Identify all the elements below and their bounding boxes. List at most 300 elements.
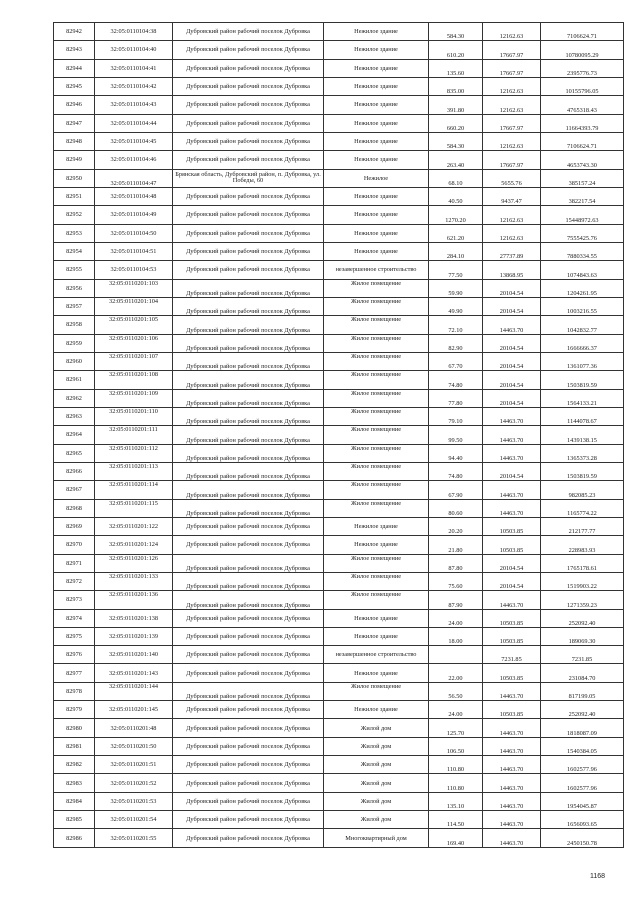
- cell-row-number: 82980: [54, 719, 95, 737]
- cell-object-type: Жилое помещение: [324, 279, 429, 297]
- cell-area-value: 24.00: [429, 701, 483, 719]
- cell-cadastral-value: 2395776.73: [541, 59, 624, 77]
- table-row: [54, 224, 624, 242]
- cell-address: Дубровский район рабочий поселок Дубровка: [173, 719, 324, 737]
- table-row: [54, 41, 624, 59]
- cell-cadastral-number: 32:05:0110201:48: [95, 719, 173, 737]
- cell-cadastral-number: 32:05:0110104:49: [95, 206, 173, 224]
- cell-row-number: 82947: [54, 114, 95, 132]
- table-row: [54, 279, 624, 297]
- cell-unit-value: 10503.85: [483, 517, 541, 535]
- cell-area-value: 114.50: [429, 811, 483, 829]
- table-row: [54, 77, 624, 95]
- cell-address: Брянская область, Дубровский район, п. Дубровка, ул. Победы, 60: [173, 169, 324, 187]
- cell-object-type: Жилое помещение: [324, 316, 429, 334]
- cell-cadastral-number: 32:05:0110104:43: [95, 96, 173, 114]
- cell-row-number: 82983: [54, 774, 95, 792]
- cell-cadastral-number: 32:05:0110201:112: [95, 444, 173, 462]
- cell-cadastral-number: 32:05:0110104:50: [95, 224, 173, 242]
- page-number: 1168: [590, 873, 606, 880]
- cell-unit-value: 17667.97: [483, 59, 541, 77]
- cell-row-number: 82962: [54, 389, 95, 407]
- cell-object-type: Жилой дом: [324, 774, 429, 792]
- table-row: [54, 627, 624, 645]
- cell-cadastral-number: 32:05:0110201:144: [95, 682, 173, 700]
- cell-cadastral-number: 32:05:0110201:126: [95, 554, 173, 572]
- cell-unit-value: 20104.54: [483, 554, 541, 572]
- cell-address: Дубровский район рабочий поселок Дубровка: [173, 151, 324, 169]
- cell-cadastral-value: 1503819.59: [541, 462, 624, 480]
- cell-area-value: 584.30: [429, 23, 483, 41]
- cell-address: Дубровский район рабочий поселок Дубровка: [173, 426, 324, 444]
- cell-object-type: Многоквартирный дом: [324, 829, 429, 847]
- cell-object-type: Нежилое здание: [324, 23, 429, 41]
- cell-area-value: 621.20: [429, 224, 483, 242]
- cell-unit-value: 7231.85: [483, 646, 541, 664]
- cell-cadastral-value: 1503819.59: [541, 371, 624, 389]
- cell-address: Дубровский район рабочий поселок Дубровка: [173, 609, 324, 627]
- cell-cadastral-value: 1439138.15: [541, 426, 624, 444]
- cell-cadastral-number: 32:05:0110201:52: [95, 774, 173, 792]
- cell-address: Дубровский район рабочий поселок Дубровка: [173, 737, 324, 755]
- cell-cadastral-number: 32:05:0110201:53: [95, 792, 173, 810]
- table-row: [54, 169, 624, 187]
- cell-row-number: 82968: [54, 499, 95, 517]
- cell-unit-value: 5655.76: [483, 169, 541, 187]
- cell-unit-value: 27737.89: [483, 242, 541, 260]
- cell-unit-value: 14463.70: [483, 316, 541, 334]
- cell-unit-value: 12162.63: [483, 224, 541, 242]
- cell-area-value: 49.90: [429, 297, 483, 315]
- cell-address: Дубровский район рабочий поселок Дубровка: [173, 261, 324, 279]
- table-row: [54, 59, 624, 77]
- cell-cadastral-value: 1818087.09: [541, 719, 624, 737]
- table-row: [54, 792, 624, 810]
- cell-unit-value: 14463.70: [483, 499, 541, 517]
- cell-cadastral-value: 1954045.87: [541, 792, 624, 810]
- cell-unit-value: 14463.70: [483, 737, 541, 755]
- cell-object-type: Жилое помещение: [324, 481, 429, 499]
- cell-cadastral-number: 32:05:0110104:48: [95, 187, 173, 205]
- cell-object-type: Жилое помещение: [324, 682, 429, 700]
- cell-unit-value: 14463.70: [483, 792, 541, 810]
- cell-unit-value: 13868.95: [483, 261, 541, 279]
- cell-unit-value: 20104.54: [483, 371, 541, 389]
- cell-cadastral-value: 189069.30: [541, 627, 624, 645]
- cell-object-type: Нежилое здание: [324, 609, 429, 627]
- cell-address: Дубровский район рабочий поселок Дубровка: [173, 114, 324, 132]
- cell-row-number: 82944: [54, 59, 95, 77]
- cell-row-number: 82974: [54, 609, 95, 627]
- cell-object-type: Нежилое здание: [324, 242, 429, 260]
- cell-address: Дубровский район рабочий поселок Дубровка: [173, 316, 324, 334]
- cell-cadastral-value: 385157.24: [541, 169, 624, 187]
- cell-object-type: Жилой дом: [324, 811, 429, 829]
- cell-row-number: 82985: [54, 811, 95, 829]
- cell-unit-value: 20104.54: [483, 334, 541, 352]
- cell-cadastral-value: 7231.85: [541, 646, 624, 664]
- cell-cadastral-number: 32:05:0110104:46: [95, 151, 173, 169]
- cell-address: Дубровский район рабочий поселок Дубровка: [173, 682, 324, 700]
- cell-row-number: 82946: [54, 96, 95, 114]
- cell-address: Дубровский район рабочий поселок Дубровка: [173, 206, 324, 224]
- cell-cadastral-number: 32:05:0110201:106: [95, 334, 173, 352]
- cell-cadastral-value: 1365373.28: [541, 444, 624, 462]
- cell-object-type: Жилое помещение: [324, 426, 429, 444]
- cell-cadastral-value: 1564133.21: [541, 389, 624, 407]
- cell-area-value: 125.70: [429, 719, 483, 737]
- cell-object-type: Жилое помещение: [324, 572, 429, 590]
- cell-cadastral-number: 32:05:0110201:122: [95, 517, 173, 535]
- cell-cadastral-number: 32:05:0110201:109: [95, 389, 173, 407]
- cell-cadastral-value: 382217.54: [541, 187, 624, 205]
- cell-address: Дубровский район рабочий поселок Дубровка: [173, 627, 324, 645]
- cell-address: Дубровский район рабочий поселок Дубровка: [173, 23, 324, 41]
- cell-cadastral-number: 32:05:0110201:108: [95, 371, 173, 389]
- cell-unit-value: 12162.63: [483, 23, 541, 41]
- cell-object-type: Жилое помещение: [324, 462, 429, 480]
- cell-address: Дубровский район рабочий поселок Дубровка: [173, 701, 324, 719]
- cell-object-type: незавершенное строительство: [324, 261, 429, 279]
- cell-cadastral-number: 32:05:0110201:140: [95, 646, 173, 664]
- table-row: [54, 206, 624, 224]
- cell-object-type: Жилое помещение: [324, 389, 429, 407]
- cell-unit-value: 14463.70: [483, 774, 541, 792]
- cell-row-number: 82952: [54, 206, 95, 224]
- cell-row-number: 82973: [54, 591, 95, 609]
- cell-unit-value: 14463.70: [483, 444, 541, 462]
- cell-unit-value: 14463.70: [483, 481, 541, 499]
- cell-cadastral-number: 32:05:0110201:110: [95, 407, 173, 425]
- table-row: [54, 554, 624, 572]
- cell-cadastral-value: 1165774.22: [541, 499, 624, 517]
- cell-address: Дубровский район рабочий поселок Дубровка: [173, 499, 324, 517]
- cell-cadastral-number: 32:05:0110201:113: [95, 462, 173, 480]
- cell-cadastral-value: 7106624.71: [541, 23, 624, 41]
- cell-address: Дубровский район рабочий поселок Дубровка: [173, 224, 324, 242]
- table-row: [54, 407, 624, 425]
- cell-row-number: 82981: [54, 737, 95, 755]
- table-row: [54, 444, 624, 462]
- cell-unit-value: 14463.70: [483, 719, 541, 737]
- cell-row-number: 82951: [54, 187, 95, 205]
- cell-unit-value: 10503.85: [483, 627, 541, 645]
- table-row: [54, 499, 624, 517]
- cell-address: Дубровский район рабочий поселок Дубровка: [173, 187, 324, 205]
- cell-object-type: незавершенное строительство: [324, 646, 429, 664]
- cell-row-number: 82961: [54, 371, 95, 389]
- cell-cadastral-number: 32:05:0110201:138: [95, 609, 173, 627]
- cell-cadastral-number: 32:05:0110104:45: [95, 132, 173, 150]
- cell-object-type: Жилое помещение: [324, 554, 429, 572]
- table-row: [54, 297, 624, 315]
- cell-area-value: 21.80: [429, 536, 483, 554]
- cell-cadastral-number: 32:05:0110201:124: [95, 536, 173, 554]
- cell-row-number: 82982: [54, 756, 95, 774]
- cell-object-type: Нежилое здание: [324, 701, 429, 719]
- table-row: [54, 316, 624, 334]
- table-row: [54, 609, 624, 627]
- cell-address: Дубровский район рабочий поселок Дубровка: [173, 664, 324, 682]
- cell-address: Дубровский район рабочий поселок Дубровка: [173, 41, 324, 59]
- table-row: [54, 701, 624, 719]
- cell-area-value: 59.90: [429, 279, 483, 297]
- cell-area-value: 75.60: [429, 572, 483, 590]
- cell-cadastral-number: 32:05:0110201:115: [95, 499, 173, 517]
- cell-address: Дубровский район рабочий поселок Дубровка: [173, 554, 324, 572]
- cell-address: Дубровский район рабочий поселок Дубровка: [173, 811, 324, 829]
- cell-object-type: Нежилое здание: [324, 664, 429, 682]
- cell-address: Дубровский район рабочий поселок Дубровка: [173, 371, 324, 389]
- table-body: [54, 23, 624, 848]
- cell-unit-value: 12162.63: [483, 96, 541, 114]
- cell-address: Дубровский район рабочий поселок Дубровка: [173, 572, 324, 590]
- cell-area-value: 110.80: [429, 756, 483, 774]
- cell-unit-value: 10503.85: [483, 609, 541, 627]
- table-row: [54, 151, 624, 169]
- cell-area-value: 94.40: [429, 444, 483, 462]
- cell-address: Дубровский район рабочий поселок Дубровка: [173, 444, 324, 462]
- cell-area-value: 80.60: [429, 499, 483, 517]
- cell-area-value: 106.50: [429, 737, 483, 755]
- cell-unit-value: 20104.54: [483, 572, 541, 590]
- cell-area-value: 79.10: [429, 407, 483, 425]
- cell-cadastral-number: 32:05:0110201:107: [95, 352, 173, 370]
- table-row: [54, 242, 624, 260]
- table-row: [54, 481, 624, 499]
- table-row: [54, 719, 624, 737]
- cell-area-value: 22.00: [429, 664, 483, 682]
- cell-cadastral-number: 32:05:0110104:44: [95, 114, 173, 132]
- cell-address: Дубровский район рабочий поселок Дубровка: [173, 96, 324, 114]
- cell-address: Дубровский район рабочий поселок Дубровка: [173, 591, 324, 609]
- table-row: [54, 389, 624, 407]
- cell-area-value: 110.80: [429, 774, 483, 792]
- cell-cadastral-number: 32:05:0110201:54: [95, 811, 173, 829]
- cell-unit-value: 20104.54: [483, 352, 541, 370]
- cell-cadastral-value: 7106624.71: [541, 132, 624, 150]
- cell-row-number: 82956: [54, 279, 95, 297]
- cell-area-value: 263.40: [429, 151, 483, 169]
- cell-cadastral-value: 1602577.96: [541, 756, 624, 774]
- cell-cadastral-number: 32:05:0110201:50: [95, 737, 173, 755]
- cell-row-number: 82948: [54, 132, 95, 150]
- cell-cadastral-value: 982085.23: [541, 481, 624, 499]
- cell-row-number: 82967: [54, 481, 95, 499]
- cell-unit-value: 17667.97: [483, 41, 541, 59]
- cell-unit-value: 9437.47: [483, 187, 541, 205]
- cell-address: Дубровский район рабочий поселок Дубровка: [173, 646, 324, 664]
- cell-row-number: 82977: [54, 664, 95, 682]
- cell-address: Дубровский район рабочий поселок Дубровка: [173, 462, 324, 480]
- cell-cadastral-number: 32:05:0110201:111: [95, 426, 173, 444]
- cell-cadastral-value: 817199.05: [541, 682, 624, 700]
- cell-cadastral-value: 7555425.76: [541, 224, 624, 242]
- cell-object-type: Жилое помещение: [324, 334, 429, 352]
- cell-cadastral-value: 231084.70: [541, 664, 624, 682]
- cell-address: Дубровский район рабочий поселок Дубровка: [173, 792, 324, 810]
- cell-address: Дубровский район рабочий поселок Дубровка: [173, 242, 324, 260]
- cell-cadastral-value: 2450150.78: [541, 829, 624, 847]
- cell-cadastral-number: 32:05:0110201:133: [95, 572, 173, 590]
- cell-address: Дубровский район рабочий поселок Дубровка: [173, 389, 324, 407]
- table-row: [54, 352, 624, 370]
- cell-object-type: Нежилое здание: [324, 77, 429, 95]
- cell-object-type: Жилой дом: [324, 756, 429, 774]
- cell-cadastral-value: 1042832.77: [541, 316, 624, 334]
- cell-row-number: 82986: [54, 829, 95, 847]
- cell-cadastral-number: 32:05:0110104:51: [95, 242, 173, 260]
- table-row: [54, 132, 624, 150]
- cell-cadastral-number: 32:05:0110201:104: [95, 297, 173, 315]
- cell-area-value: 74.80: [429, 462, 483, 480]
- cell-area-value: 169.40: [429, 829, 483, 847]
- table-row: [54, 187, 624, 205]
- cell-area-value: 284.10: [429, 242, 483, 260]
- cell-address: Дубровский район рабочий поселок Дубровка: [173, 774, 324, 792]
- table-row: [54, 774, 624, 792]
- table-row: [54, 756, 624, 774]
- cell-cadastral-value: 1074843.63: [541, 261, 624, 279]
- cell-row-number: 82965: [54, 444, 95, 462]
- cell-cadastral-number: 32:05:0110201:103: [95, 279, 173, 297]
- table-row: [54, 682, 624, 700]
- cell-object-type: Нежилое здание: [324, 224, 429, 242]
- cell-cadastral-number: 32:05:0110201:51: [95, 756, 173, 774]
- cell-area-value: 56.50: [429, 682, 483, 700]
- cell-area-value: 68.10: [429, 169, 483, 187]
- cell-area-value: 77.50: [429, 261, 483, 279]
- cell-cadastral-value: 1003216.55: [541, 297, 624, 315]
- cell-address: Дубровский район рабочий поселок Дубровка: [173, 334, 324, 352]
- cell-object-type: Жилой дом: [324, 792, 429, 810]
- cell-row-number: 82945: [54, 77, 95, 95]
- cell-area-value: 67.70: [429, 352, 483, 370]
- cell-area-value: 24.00: [429, 609, 483, 627]
- cell-area-value: 135.10: [429, 792, 483, 810]
- cell-area-value: 835.00: [429, 77, 483, 95]
- table-row: [54, 23, 624, 41]
- cell-unit-value: 20104.54: [483, 389, 541, 407]
- cell-cadastral-number: 32:05:0110201:139: [95, 627, 173, 645]
- table-row: [54, 96, 624, 114]
- cell-cadastral-value: 7880334.55: [541, 242, 624, 260]
- cell-object-type: Жилой дом: [324, 719, 429, 737]
- cell-cadastral-value: 1204261.95: [541, 279, 624, 297]
- cell-cadastral-number: 32:05:0110104:47: [95, 169, 173, 187]
- cell-object-type: Нежилое здание: [324, 151, 429, 169]
- cell-unit-value: 14463.70: [483, 407, 541, 425]
- cell-cadastral-value: 1540384.05: [541, 737, 624, 755]
- cell-row-number: 82964: [54, 426, 95, 444]
- cell-area-value: 72.10: [429, 316, 483, 334]
- cell-area-value: 99.50: [429, 426, 483, 444]
- cell-cadastral-number: 32:05:0110201:136: [95, 591, 173, 609]
- cell-cadastral-number: 32:05:0110104:38: [95, 23, 173, 41]
- cell-row-number: 82942: [54, 23, 95, 41]
- cell-object-type: Нежилое здание: [324, 627, 429, 645]
- cell-cadastral-number: 32:05:0110104:53: [95, 261, 173, 279]
- cell-address: Дубровский район рабочий поселок Дубровка: [173, 352, 324, 370]
- cell-row-number: 82950: [54, 169, 95, 187]
- table-row: [54, 737, 624, 755]
- cell-cadastral-number: 32:05:0110201:145: [95, 701, 173, 719]
- table-row: [54, 114, 624, 132]
- table-row: [54, 829, 624, 847]
- cell-unit-value: 14463.70: [483, 756, 541, 774]
- cell-cadastral-value: 1656093.65: [541, 811, 624, 829]
- cell-row-number: 82959: [54, 334, 95, 352]
- cell-unit-value: 17667.97: [483, 114, 541, 132]
- cell-address: Дубровский район рабочий поселок Дубровка: [173, 517, 324, 535]
- cell-cadastral-number: 32:05:0110104:41: [95, 59, 173, 77]
- cell-area-value: 135.60: [429, 59, 483, 77]
- cell-unit-value: 10503.85: [483, 701, 541, 719]
- cell-address: Дубровский район рабочий поселок Дубровка: [173, 59, 324, 77]
- cell-object-type: Нежилое: [324, 169, 429, 187]
- cell-object-type: Нежилое здание: [324, 59, 429, 77]
- cell-area-value: 584.30: [429, 132, 483, 150]
- table-row: [54, 536, 624, 554]
- cell-area-value: 40.50: [429, 187, 483, 205]
- cell-area-value: 18.00: [429, 627, 483, 645]
- cell-object-type: Жилое помещение: [324, 352, 429, 370]
- cell-cadastral-value: 1361077.36: [541, 352, 624, 370]
- cell-cadastral-value: 4653743.30: [541, 151, 624, 169]
- cell-object-type: Нежилое здание: [324, 132, 429, 150]
- cell-row-number: 82955: [54, 261, 95, 279]
- cell-unit-value: 10503.85: [483, 664, 541, 682]
- cell-unit-value: 10503.85: [483, 536, 541, 554]
- table-row: [54, 664, 624, 682]
- cell-address: Дубровский район рабочий поселок Дубровка: [173, 536, 324, 554]
- cadastral-value-table: [53, 22, 624, 848]
- cell-area-value: 20.20: [429, 517, 483, 535]
- cell-cadastral-value: 1765178.61: [541, 554, 624, 572]
- cell-address: Дубровский район рабочий поселок Дубровка: [173, 481, 324, 499]
- table-row: [54, 426, 624, 444]
- cell-object-type: Нежилое здание: [324, 517, 429, 535]
- cell-area-value: 1270.20: [429, 206, 483, 224]
- cell-cadastral-number: 32:05:0110104:40: [95, 41, 173, 59]
- cell-area-value: 82.90: [429, 334, 483, 352]
- cell-cadastral-value: 228983.93: [541, 536, 624, 554]
- cell-unit-value: 20104.54: [483, 462, 541, 480]
- table-row: [54, 334, 624, 352]
- cell-row-number: 82958: [54, 316, 95, 334]
- cell-object-type: Нежилое здание: [324, 206, 429, 224]
- cell-row-number: 82953: [54, 224, 95, 242]
- cell-area-value: 87.80: [429, 554, 483, 572]
- cell-address: Дубровский район рабочий поселок Дубровка: [173, 829, 324, 847]
- cell-cadastral-number: 32:05:0110104:42: [95, 77, 173, 95]
- cell-row-number: 82960: [54, 352, 95, 370]
- cell-row-number: 82978: [54, 682, 95, 700]
- cell-unit-value: 12162.63: [483, 132, 541, 150]
- cell-row-number: 82949: [54, 151, 95, 169]
- cell-area-value: 74.80: [429, 371, 483, 389]
- table-row: [54, 811, 624, 829]
- cell-cadastral-value: 15448972.63: [541, 206, 624, 224]
- cell-row-number: 82976: [54, 646, 95, 664]
- cell-cadastral-value: 10780095.29: [541, 41, 624, 59]
- cell-cadastral-number: 32:05:0110201:55: [95, 829, 173, 847]
- cell-area-value: 77.80: [429, 389, 483, 407]
- cell-area-value: 610.20: [429, 41, 483, 59]
- cell-row-number: 82984: [54, 792, 95, 810]
- cell-row-number: 82972: [54, 572, 95, 590]
- cell-address: Дубровский район рабочий поселок Дубровка: [173, 279, 324, 297]
